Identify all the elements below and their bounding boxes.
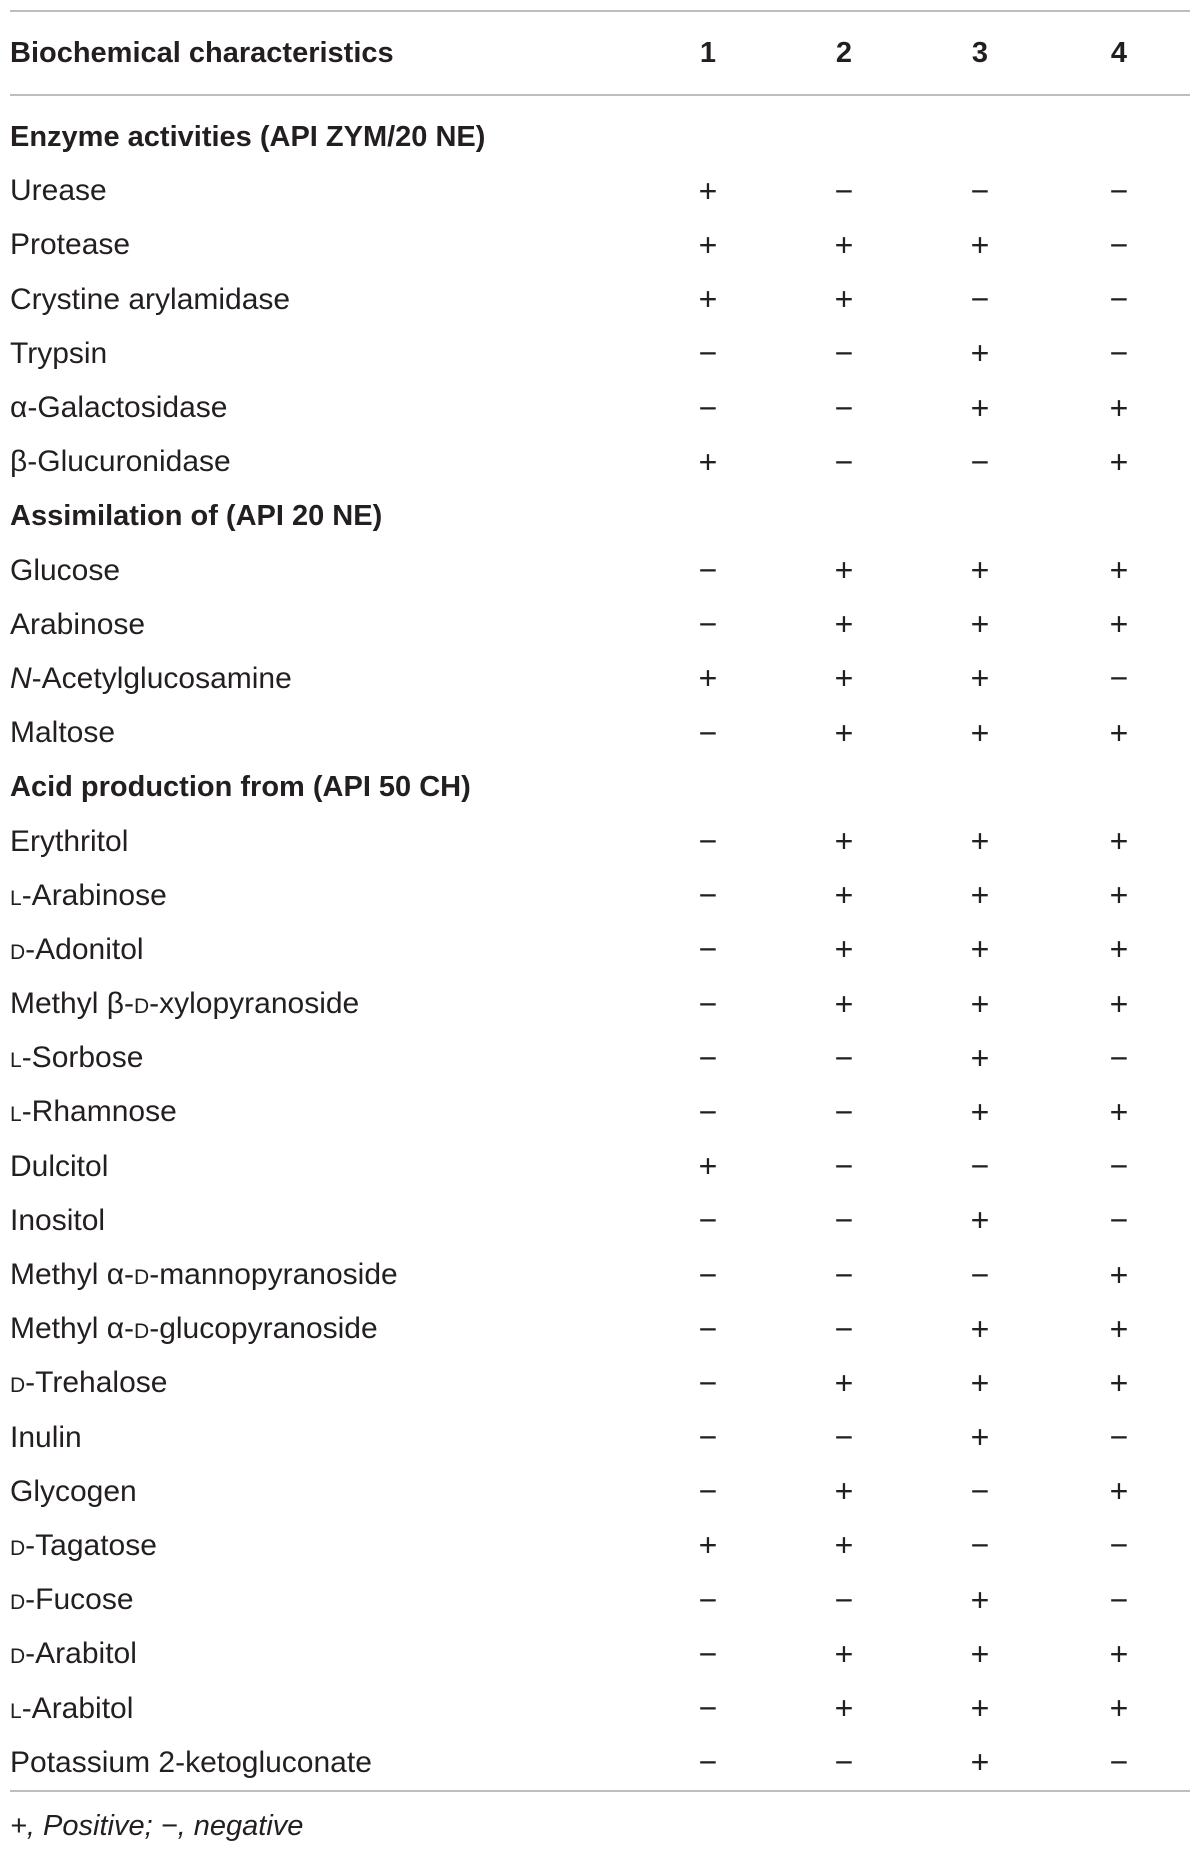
result-cell-4: − (1109, 1039, 1129, 1076)
table-header (10, 12, 1190, 94)
result-cell-1: + (698, 660, 718, 697)
table-row (10, 1519, 1190, 1573)
result-cell-3: + (970, 1419, 990, 1456)
result-cell-4: + (1109, 1635, 1129, 1672)
result-cell-2: + (834, 281, 854, 318)
result-cell-4: − (1109, 172, 1129, 209)
section-row (10, 489, 1190, 543)
result-cell-3: + (970, 1581, 990, 1618)
row-label: Methyl β-d-xylopyranoside (10, 987, 360, 1021)
result-cell-2: + (834, 226, 854, 263)
result-cell-4: + (1109, 1093, 1129, 1130)
row-label: Arabinose (10, 607, 146, 641)
row-label: Glycogen (10, 1474, 137, 1508)
table-row (10, 435, 1190, 489)
result-cell-1: + (698, 443, 718, 480)
result-cell-4: + (1109, 1364, 1129, 1401)
row-label: d-Tagatose (10, 1528, 157, 1562)
result-cell-1: − (698, 1690, 718, 1727)
result-cell-3: + (970, 931, 990, 968)
result-cell-4: + (1109, 877, 1129, 914)
result-cell-4: + (1109, 714, 1129, 751)
result-cell-3: + (970, 1635, 990, 1672)
table-row (10, 869, 1190, 923)
section-title: Enzyme activities (API ZYM/20 NE) (10, 120, 486, 153)
result-cell-2: − (834, 172, 854, 209)
result-cell-2: + (834, 985, 854, 1022)
table-body-rows (10, 96, 1190, 1790)
table-row (10, 1085, 1190, 1139)
result-cell-2: + (834, 931, 854, 968)
row-label: Trypsin (10, 336, 108, 370)
header-col-4: 4 (1110, 36, 1128, 69)
row-label: N-Acetylglucosamine (10, 661, 292, 695)
result-cell-1: − (698, 714, 718, 751)
result-cell-3: + (970, 1744, 990, 1781)
result-cell-4: + (1109, 1473, 1129, 1510)
header-label: Biochemical characteristics (10, 36, 394, 69)
result-cell-3: + (970, 660, 990, 697)
result-cell-3: − (970, 1256, 990, 1293)
result-cell-2: − (834, 1093, 854, 1130)
result-cell-1: − (698, 552, 718, 589)
result-cell-3: + (970, 1364, 990, 1401)
result-cell-2: + (834, 714, 854, 751)
result-cell-4: + (1109, 443, 1129, 480)
result-cell-3: − (970, 172, 990, 209)
result-cell-3: − (970, 1527, 990, 1564)
result-cell-2: + (834, 1364, 854, 1401)
table-row (10, 544, 1190, 598)
biochemical-table (10, 12, 1190, 94)
result-cell-1: − (698, 823, 718, 860)
result-cell-1: + (698, 281, 718, 318)
table-row (10, 1194, 1190, 1248)
result-cell-4: − (1109, 281, 1129, 318)
header-col-2: 2 (835, 36, 853, 69)
row-label: d-Fucose (10, 1583, 134, 1617)
result-cell-3: − (970, 1148, 990, 1185)
result-cell-4: + (1109, 931, 1129, 968)
table-row (10, 1681, 1190, 1735)
result-cell-3: + (970, 1039, 990, 1076)
table-row (10, 1573, 1190, 1627)
table-row (10, 652, 1190, 706)
result-cell-2: − (834, 1256, 854, 1293)
header-col-1: 1 (699, 36, 717, 69)
row-label: d-Arabitol (10, 1637, 137, 1671)
result-cell-4: + (1109, 1690, 1129, 1727)
bottom-rule (10, 1790, 1190, 1792)
result-cell-1: − (698, 335, 718, 372)
row-label: α-Galactosidase (10, 391, 228, 425)
row-label: l-Arabinose (10, 878, 167, 912)
table-footnote: +, Positive; −, negative (10, 1810, 304, 1842)
result-cell-2: + (834, 660, 854, 697)
table-row (10, 164, 1190, 218)
row-label: Crystine arylamidase (10, 282, 291, 316)
result-cell-4: + (1109, 1310, 1129, 1347)
result-cell-4: + (1109, 389, 1129, 426)
table-row (10, 273, 1190, 327)
result-cell-3: + (970, 1202, 990, 1239)
row-label: Potassium 2-ketogluconate (10, 1745, 372, 1779)
section-title: Acid production from (API 50 CH) (10, 770, 471, 803)
result-cell-1: − (698, 1310, 718, 1347)
spacer-row (10, 96, 1190, 110)
result-cell-1: − (698, 1744, 718, 1781)
result-cell-3: + (970, 389, 990, 426)
row-label: Inulin (10, 1420, 82, 1454)
row-label: d-Adonitol (10, 932, 144, 966)
row-label: d-Trehalose (10, 1366, 168, 1400)
row-label: Dulcitol (10, 1149, 109, 1183)
result-cell-4: + (1109, 606, 1129, 643)
table-row (10, 1248, 1190, 1302)
result-cell-2: − (834, 1581, 854, 1618)
row-label: l-Arabitol (10, 1691, 134, 1725)
result-cell-2: + (834, 552, 854, 589)
result-cell-2: − (834, 1039, 854, 1076)
row-label: Maltose (10, 716, 116, 750)
result-cell-4: − (1109, 1202, 1129, 1239)
result-cell-1: − (698, 1202, 718, 1239)
result-cell-1: − (698, 877, 718, 914)
table-row (10, 1627, 1190, 1681)
table-row (10, 1031, 1190, 1085)
result-cell-2: − (834, 1202, 854, 1239)
table-body (10, 96, 1190, 1790)
biochemical-table-container (10, 10, 1190, 1792)
row-label: Erythritol (10, 824, 129, 858)
result-cell-3: − (970, 281, 990, 318)
result-cell-1: − (698, 985, 718, 1022)
row-label: Methyl α-d-glucopyranoside (10, 1312, 378, 1346)
result-cell-1: − (698, 1039, 718, 1076)
result-cell-1: − (698, 389, 718, 426)
result-cell-3: + (970, 335, 990, 372)
result-cell-2: − (834, 1744, 854, 1781)
row-label: Glucose (10, 553, 121, 587)
section-row (10, 110, 1190, 164)
result-cell-1: + (698, 226, 718, 263)
result-cell-2: + (834, 877, 854, 914)
result-cell-3: + (970, 1310, 990, 1347)
result-cell-3: + (970, 606, 990, 643)
row-label: Urease (10, 174, 107, 208)
result-cell-4: − (1109, 335, 1129, 372)
result-cell-3: + (970, 985, 990, 1022)
result-cell-2: − (834, 1148, 854, 1185)
result-cell-4: − (1109, 660, 1129, 697)
result-cell-4: + (1109, 552, 1129, 589)
result-cell-2: − (834, 335, 854, 372)
result-cell-4: + (1109, 823, 1129, 860)
result-cell-2: + (834, 1527, 854, 1564)
table-row (10, 814, 1190, 868)
header-col-3: 3 (971, 36, 989, 69)
result-cell-1: − (698, 1256, 718, 1293)
result-cell-4: − (1109, 1527, 1129, 1564)
result-cell-3: + (970, 1690, 990, 1727)
result-cell-3: − (970, 443, 990, 480)
table-row (10, 706, 1190, 760)
result-cell-1: − (698, 1581, 718, 1618)
result-cell-2: − (834, 1419, 854, 1456)
result-cell-3: − (970, 1473, 990, 1510)
table-row (10, 1356, 1190, 1410)
result-cell-4: + (1109, 985, 1129, 1022)
table-row (10, 1736, 1190, 1790)
result-cell-2: − (834, 389, 854, 426)
section-row (10, 760, 1190, 814)
result-cell-1: − (698, 1364, 718, 1401)
result-cell-2: + (834, 823, 854, 860)
result-cell-2: − (834, 443, 854, 480)
result-cell-1: + (698, 1148, 718, 1185)
table-row (10, 923, 1190, 977)
result-cell-2: + (834, 606, 854, 643)
result-cell-3: + (970, 226, 990, 263)
header-row (10, 12, 1190, 94)
result-cell-1: − (698, 1473, 718, 1510)
table-row (10, 1411, 1190, 1465)
result-cell-1: − (698, 931, 718, 968)
row-label: Methyl α-d-mannopyranoside (10, 1258, 398, 1292)
table-row (10, 598, 1190, 652)
result-cell-4: + (1109, 1256, 1129, 1293)
result-cell-1: + (698, 172, 718, 209)
table-row (10, 1465, 1190, 1519)
result-cell-3: + (970, 823, 990, 860)
section-title: Assimilation of (API 20 NE) (10, 499, 383, 532)
result-cell-4: − (1109, 226, 1129, 263)
result-cell-3: + (970, 1093, 990, 1130)
row-label: β-Glucuronidase (10, 445, 231, 479)
result-cell-3: + (970, 877, 990, 914)
table-row (10, 218, 1190, 272)
result-cell-3: + (970, 552, 990, 589)
table-row (10, 1140, 1190, 1194)
result-cell-2: − (834, 1310, 854, 1347)
table-row (10, 977, 1190, 1031)
result-cell-4: − (1109, 1148, 1129, 1185)
result-cell-2: + (834, 1690, 854, 1727)
result-cell-1: − (698, 1419, 718, 1456)
result-cell-3: + (970, 714, 990, 751)
result-cell-1: − (698, 1635, 718, 1672)
result-cell-2: + (834, 1635, 854, 1672)
row-label: Protease (10, 228, 131, 262)
result-cell-1: − (698, 1093, 718, 1130)
result-cell-1: − (698, 606, 718, 643)
result-cell-2: + (834, 1473, 854, 1510)
row-label: Inositol (10, 1203, 106, 1237)
result-cell-4: − (1109, 1581, 1129, 1618)
table-row (10, 1302, 1190, 1356)
row-label: l-Sorbose (10, 1041, 144, 1075)
result-cell-1: + (698, 1527, 718, 1564)
table-row (10, 381, 1190, 435)
result-cell-4: − (1109, 1744, 1129, 1781)
table-row (10, 327, 1190, 381)
row-label: l-Rhamnose (10, 1095, 177, 1129)
result-cell-4: − (1109, 1419, 1129, 1456)
